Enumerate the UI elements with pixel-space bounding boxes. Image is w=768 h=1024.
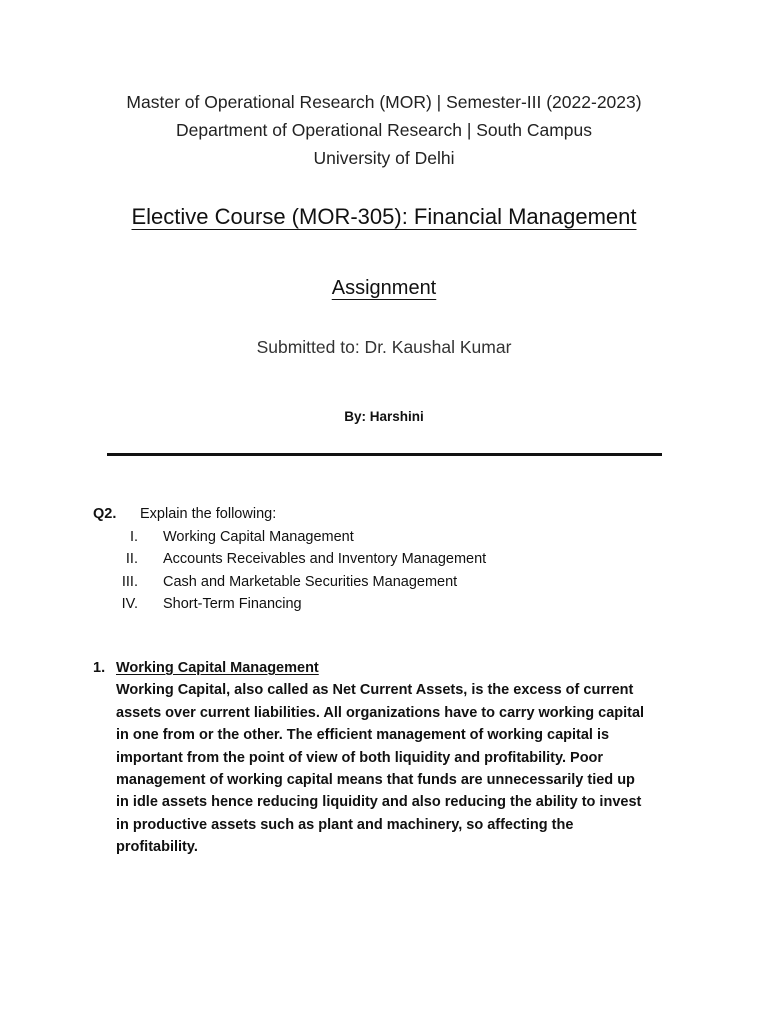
header-department-line: Department of Operational Research | South Campus bbox=[175, 120, 592, 140]
course-title-text: Elective Course (MOR-305): Financial Management bbox=[131, 204, 637, 229]
list-item-label: Working Capital Management bbox=[163, 528, 354, 545]
header-university-line: University of Delhi bbox=[313, 148, 455, 168]
question-block bbox=[93, 503, 693, 616]
paragraph-line: in productive assets such as plant and machinery, so affecting the bbox=[116, 816, 574, 833]
question-prompt: Explain the following: bbox=[140, 506, 277, 522]
header-divider bbox=[107, 453, 662, 456]
assignment-title bbox=[0, 273, 768, 303]
assignment-title-text: Assignment bbox=[331, 277, 437, 299]
list-item-label: Short-Term Financing bbox=[163, 596, 302, 612]
list-item bbox=[93, 571, 693, 594]
section-title: Working Capital Management bbox=[116, 660, 319, 676]
paragraph-line: assets over current liabilities. All organizations have to carry working capital bbox=[116, 704, 645, 721]
list-item-label: Cash and Marketable Securities Management bbox=[163, 573, 458, 590]
section-working-capital bbox=[93, 657, 683, 859]
paragraph-line: in idle assets hence reducing liquidity and also reducing the ability to invest bbox=[116, 794, 642, 811]
header-program-line: Master of Operational Research (MOR) | Semester-III (2022-2023) bbox=[126, 92, 642, 112]
paragraph-line: important from the point of view of both liquidity and profitability. Poor bbox=[116, 749, 604, 766]
paragraph-line: Working Capital, also called as Net Current Assets, is the excess of current bbox=[116, 682, 634, 699]
author-line: By: Harshini bbox=[344, 409, 424, 424]
question-header bbox=[93, 503, 693, 526]
section-paragraph bbox=[93, 679, 683, 858]
list-item bbox=[93, 526, 693, 549]
list-item bbox=[93, 548, 693, 571]
list-item-numeral: I. bbox=[129, 528, 138, 545]
question-list bbox=[93, 526, 693, 616]
list-item-label: Accounts Receivables and Inventory Management bbox=[163, 551, 487, 567]
question-number: Q2. bbox=[93, 506, 117, 522]
paragraph-line: in one from or the other. The efficient management of working capital is bbox=[116, 727, 610, 744]
paragraph-line: management of working capital means that funds are unnecessarily tied up bbox=[116, 772, 635, 789]
list-item-numeral: II. bbox=[125, 551, 138, 567]
list-item-numeral: IV. bbox=[121, 596, 138, 612]
list-item bbox=[93, 593, 693, 616]
course-title bbox=[0, 201, 768, 233]
list-item-numeral: III. bbox=[121, 573, 138, 590]
section-heading bbox=[93, 657, 683, 679]
paragraph-line: profitability. bbox=[116, 839, 198, 856]
submitted-to: Submitted to: Dr. Kaushal Kumar bbox=[256, 337, 512, 357]
document-header bbox=[0, 88, 768, 172]
section-number: 1. bbox=[93, 660, 106, 676]
